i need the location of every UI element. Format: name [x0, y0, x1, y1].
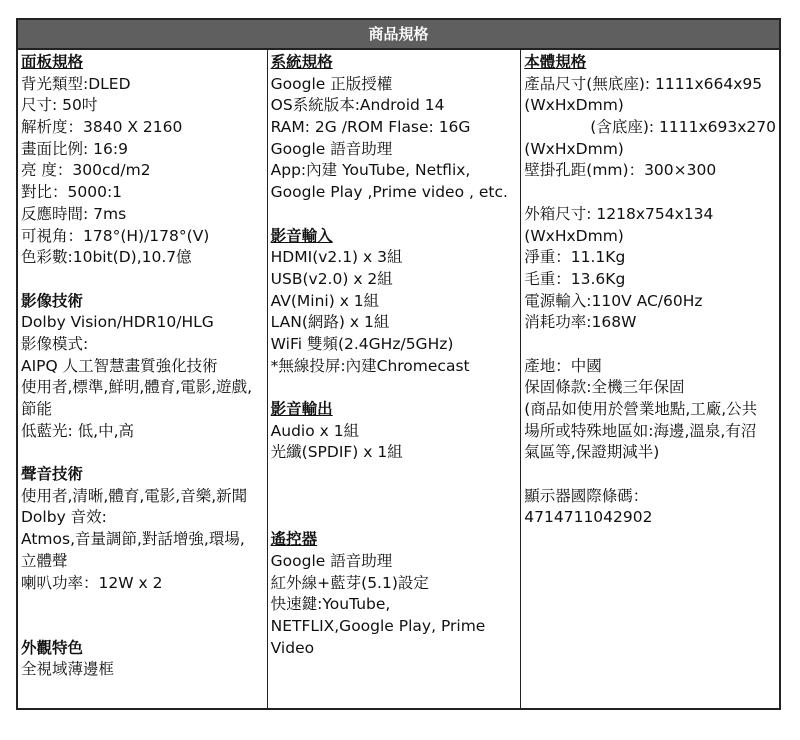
spec-line: LAN(網路) x 1組: [270, 313, 390, 332]
spec-line: 尺寸: 50吋: [21, 96, 98, 115]
spec-line: 產品尺寸(無底座): 1111x664x95: [524, 74, 763, 93]
spec-line: 紅外線+藍芽(5.1)設定: [270, 573, 429, 592]
column-body: [521, 50, 779, 708]
spec-line: NETFLIX,Google Play, Prime: [270, 616, 486, 635]
spec-line: 可視角：178°(H)/178°(V): [21, 226, 210, 245]
spec-line: 立體聲: [21, 551, 68, 570]
spec-line: Dolby 音效:: [21, 508, 107, 527]
spec-line: USB(v2.0) x 2組: [270, 269, 393, 288]
spec-table: [16, 18, 781, 710]
spec-line: 對比：5000:1: [21, 183, 123, 202]
spec-line: (WxHxDmm): [524, 96, 624, 115]
spec-line: 反應時間: 7ms: [21, 204, 127, 223]
spec-line: 壁掛孔距(mm)：300×300: [524, 161, 717, 180]
spec-line: 畫面比例: 16:9: [21, 139, 128, 158]
spec-line: (WxHxDmm): [524, 139, 624, 158]
spec-line: 淨重：11.1Kg: [524, 248, 626, 267]
sound-tech-title: 聲音技術: [21, 465, 84, 484]
spec-line: 毛重：13.6Kg: [524, 269, 626, 288]
panel-title: 面板規格: [21, 53, 84, 71]
spec-line: *無線投屏:內建Chromecast: [270, 356, 470, 375]
spacer: [524, 464, 776, 486]
spec-line: 喇叭功率：12W x 2: [21, 573, 163, 592]
spec-line: 全視域薄邊框: [21, 660, 115, 679]
spec-line: Google Play ,Prime video , etc.: [270, 183, 508, 202]
spec-line: Atmos,音量調節,對話增強,環場,: [21, 530, 245, 549]
spec-line: HDMI(v2.1) x 3組: [270, 248, 403, 267]
column-panel: [18, 50, 268, 708]
spec-line: App:內建 YouTube, Netflix,: [270, 161, 471, 180]
spec-line: 4714711042902: [524, 508, 653, 527]
spacer: [21, 442, 264, 464]
spacer: [271, 377, 518, 399]
spec-line: 色彩數:10bit(D),10.7億: [21, 248, 192, 267]
image-tech-title: 影像技術: [21, 291, 84, 310]
spec-line: 電源輸入:110V AC/60Hz: [524, 291, 703, 310]
spec-line: 光纖(SPDIF) x 1組: [270, 443, 403, 462]
spec-line: Google 正版授權: [270, 74, 393, 93]
spec-line: Audio x 1組: [270, 421, 360, 440]
spec-line: AIPQ 人工智慧畫質強化技術: [21, 356, 218, 375]
spec-line: 解析度：3840 X 2160: [21, 118, 183, 137]
spacer: [21, 594, 264, 616]
spacer: [271, 464, 518, 486]
body-title: 本體規格: [524, 53, 587, 71]
video-output-title: 影音輸出: [270, 400, 333, 418]
spec-line: 場所或特殊地區如:海邊,溫泉,有沼: [524, 421, 757, 440]
spec-line: Dolby Vision/HDR10/HLG: [21, 313, 214, 332]
spec-line: OS系統版本:Android 14: [270, 96, 445, 115]
spec-line: 產地：中國: [524, 356, 602, 375]
spec-line: RAM: 2G /ROM Flase: 16G: [270, 118, 471, 137]
spec-line: (WxHxDmm): [524, 226, 624, 245]
system-title: 系統規格: [270, 53, 333, 71]
spec-line: 節能: [21, 400, 53, 418]
column-system: [268, 50, 522, 708]
spec-line: 顯示器國際條碼：: [524, 486, 649, 505]
spacer: [524, 182, 776, 204]
spacer: [21, 616, 264, 638]
spec-line: (含底座): 1111x693x270: [590, 118, 776, 137]
spec-line: Google 語音助理: [270, 139, 393, 158]
spec-line: Google 語音助理: [270, 551, 393, 570]
spec-line: (商品如使用於營業地點,工廠,公共: [524, 400, 758, 418]
spec-line: Video: [270, 638, 315, 657]
spacer: [271, 486, 518, 508]
spec-columns: [18, 50, 779, 708]
spec-line: AV(Mini) x 1組: [270, 291, 380, 310]
spec-line: 影像模式:: [21, 334, 89, 353]
spec-line: WiFi 雙頻(2.4GHz/5GHz): [270, 334, 454, 353]
spec-line: 氣區等,保證期減半): [524, 443, 660, 462]
table-header: 商品規格: [18, 20, 779, 50]
spec-line: 亮 度：300cd/m2: [21, 161, 151, 180]
spacer: [271, 507, 518, 529]
appearance-title: 外觀特色: [21, 638, 84, 657]
spec-line: 使用者,標準,鮮明,體育,電影,遊戲,: [21, 378, 253, 397]
spec-line: 背光類型:DLED: [21, 74, 131, 93]
spec-line: 保固條款:全機三年保固: [524, 378, 685, 397]
spacer: [21, 269, 264, 291]
spec-line: 快速鍵:YouTube,: [270, 595, 391, 614]
spacer: [524, 334, 776, 356]
spec-line: 使用者,清晰,體育,電影,音樂,新聞: [21, 486, 248, 505]
video-input-title: 影音輸入: [270, 226, 333, 245]
spec-line: 低藍光: 低,中,高: [21, 421, 135, 440]
spec-line: 外箱尺寸: 1218x754x134: [524, 204, 714, 223]
spacer: [271, 204, 518, 226]
spec-line: 消耗功率:168W: [524, 313, 637, 332]
remote-title: 遙控器: [270, 530, 318, 549]
